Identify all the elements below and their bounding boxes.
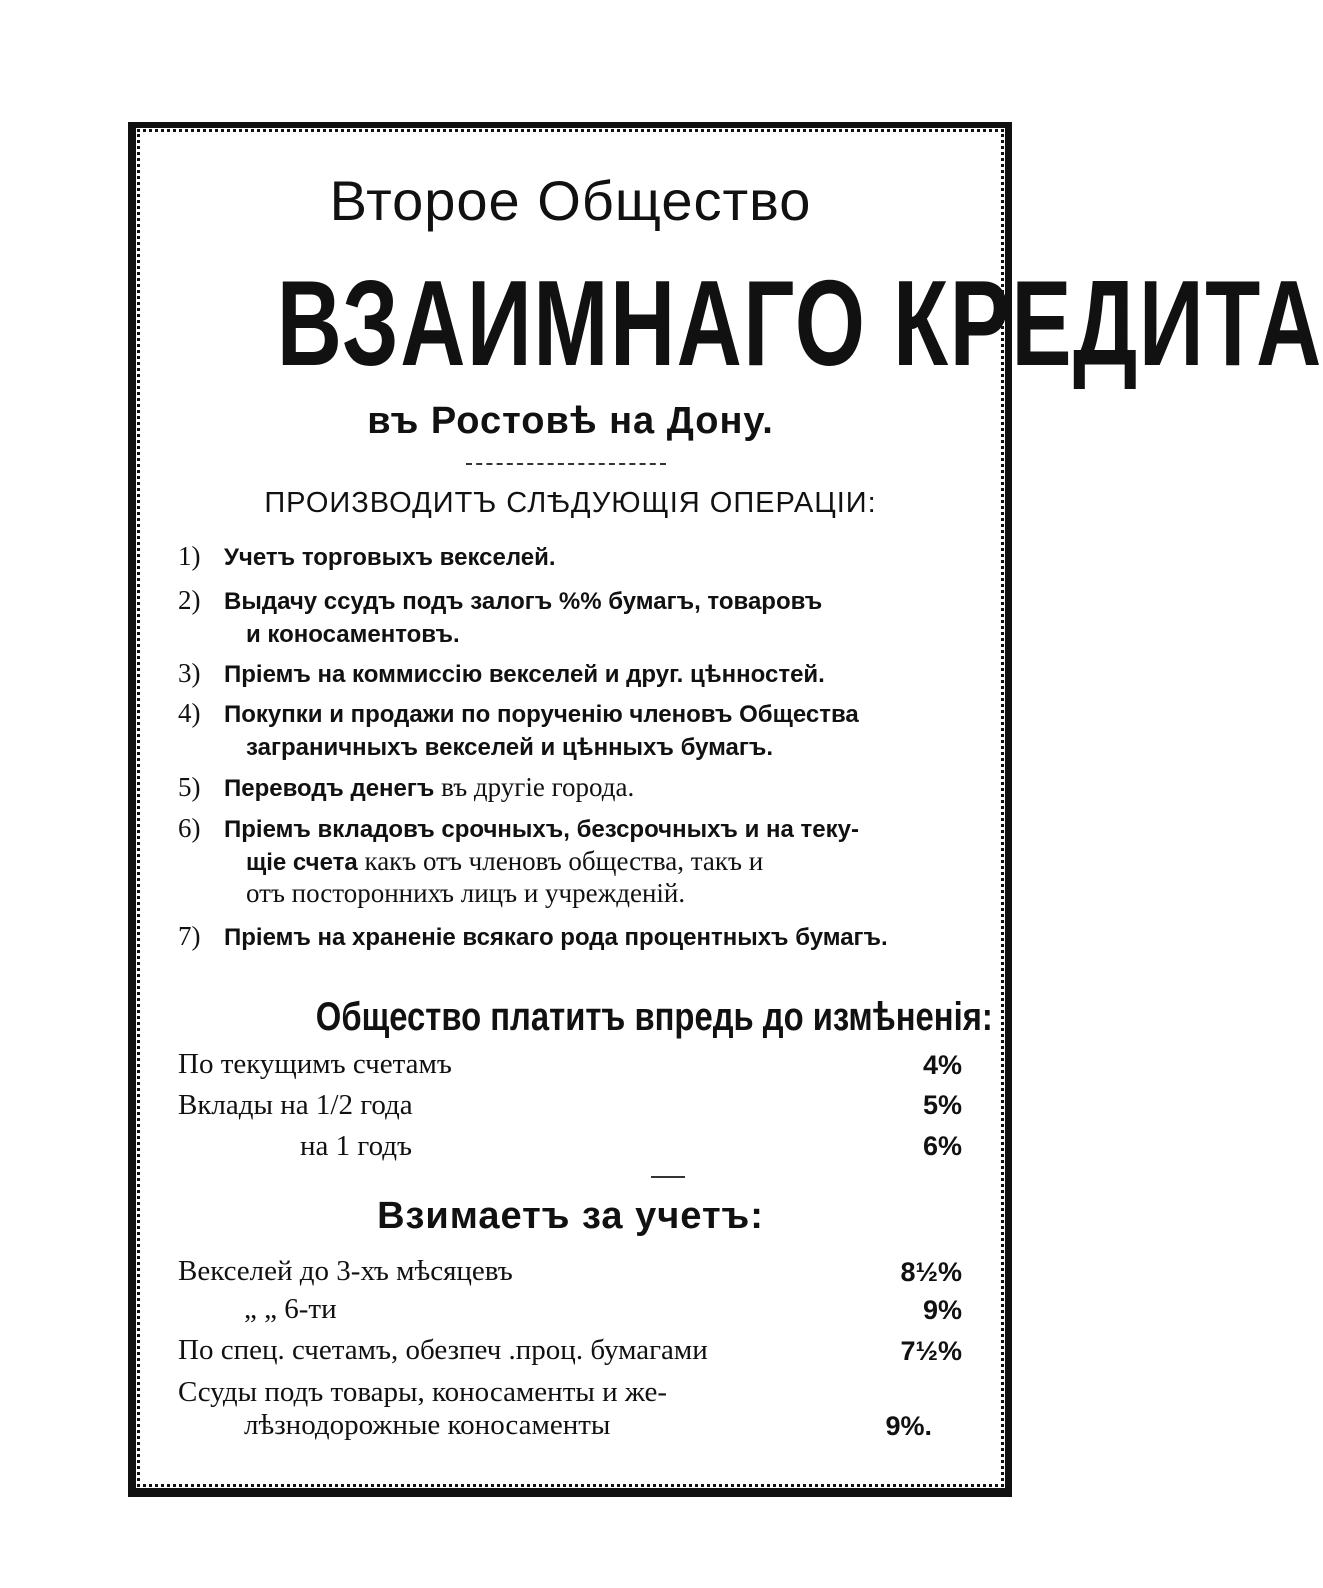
operation-item-6 xyxy=(178,812,978,846)
takes-heading: Взимаетъ за учетъ: xyxy=(377,1195,764,1237)
operation-text: отъ постороннихъ лицъ и учрежденій. xyxy=(246,878,686,908)
rate-label: По текущимъ счетамъ xyxy=(178,1048,452,1080)
pays-heading: Общество платитъ впредь до измѣненія: xyxy=(315,995,993,1039)
operation-number: 6) xyxy=(178,813,201,843)
rate-label: Ссуды подъ товары, коносаменты и же- xyxy=(178,1376,668,1408)
operation-item-2 xyxy=(178,584,978,618)
operation-text: Пріемъ на храненіе всякаго рода процентныхъ бумагъ. xyxy=(224,924,888,951)
operation-text: Переводъ денегъ xyxy=(224,775,435,802)
operation-number: 3) xyxy=(178,658,201,688)
rate-label: Вклады на 1/2 года xyxy=(178,1089,413,1121)
operation-item-4 xyxy=(178,697,978,731)
operation-item-4-continued xyxy=(178,730,978,764)
operation-number: 1) xyxy=(178,541,201,571)
operation-number: 5) xyxy=(178,772,201,802)
operation-text: заграничныхъ векселей и цѣнныхъ бумагъ. xyxy=(246,734,774,761)
operation-number: 2) xyxy=(178,585,201,615)
operation-number: 7) xyxy=(178,921,201,951)
divider xyxy=(651,1176,685,1180)
title-line-1: Второе Общество xyxy=(329,169,812,232)
rate-label: Векселей до 3-хъ мѣсяцевъ xyxy=(178,1255,513,1287)
operation-text: Пріемъ на коммиссію векселей и друг. цѣнностей. xyxy=(224,661,825,688)
operation-item-5 xyxy=(178,771,978,805)
divider xyxy=(466,463,666,467)
operation-text: какъ отъ членовъ общества, такъ и xyxy=(357,846,764,876)
operation-text: Покупки и продажи по порученію членовъ Общества xyxy=(224,701,859,728)
rate-label: на 1 годъ xyxy=(300,1130,412,1162)
rate-label: По спец. счетамъ, обезпеч .проц. бумагами xyxy=(178,1334,708,1366)
operation-number: 4) xyxy=(178,698,201,728)
operation-item-6-continued xyxy=(178,845,978,879)
title-line-2: ВЗАИМНАГО КРЕДИТА xyxy=(276,255,1323,391)
rate-value: 6% xyxy=(922,1131,962,1161)
operation-text: и коносаментовъ. xyxy=(246,621,460,648)
operation-item-1 xyxy=(178,540,978,574)
rate-value: 9%. xyxy=(885,1411,932,1441)
rate-value: 9% xyxy=(922,1295,962,1325)
operations-heading: ПРОИЗВОДИТЪ СЛѢДУЮЩІЯ ОПЕРАЦІИ: xyxy=(264,487,877,519)
rate-value: 8½% xyxy=(900,1257,962,1287)
operation-item-2-continued xyxy=(178,617,978,651)
operation-item-3 xyxy=(178,657,978,691)
rate-value: 4% xyxy=(922,1050,962,1080)
title-line-3: въ Ростовѣ на Дону. xyxy=(367,400,774,442)
operation-text: Пріемъ вкладовъ срочныхъ, безсрочныхъ и на теку- xyxy=(224,816,859,843)
rate-value: 7½% xyxy=(900,1336,962,1366)
operation-item-7 xyxy=(178,920,978,954)
rate-label: „ „ 6-ти xyxy=(244,1293,337,1325)
rate-label-continued: лѣзнодорожные коносаменты xyxy=(244,1409,611,1441)
operation-text: Выдачу ссудъ подъ залогъ %% бумагъ, товаровъ xyxy=(224,588,823,615)
operation-text: щіе счета xyxy=(246,849,358,876)
operation-text: въ другіе города. xyxy=(434,772,635,802)
operation-text: Учетъ торговыхъ векселей. xyxy=(224,544,556,571)
operation-item-6-continued-2 xyxy=(178,877,978,909)
rate-value: 5% xyxy=(922,1090,962,1120)
